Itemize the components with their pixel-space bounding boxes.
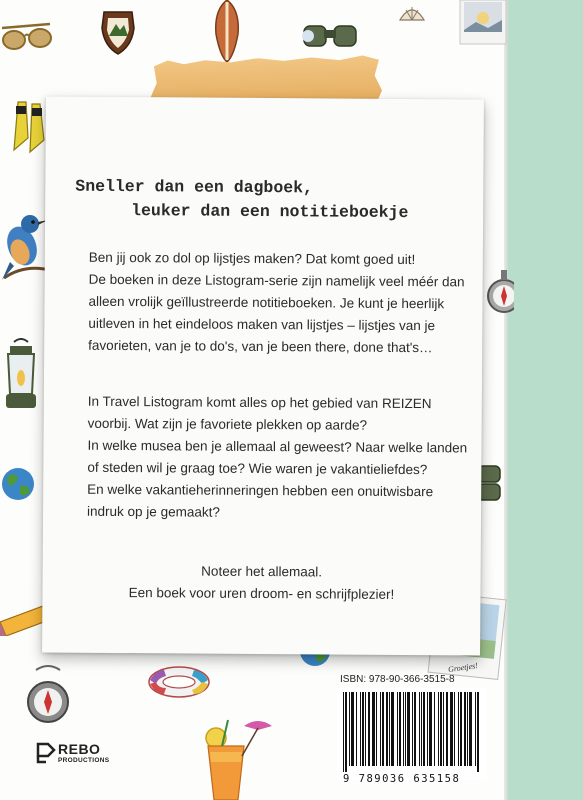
- surfboard-icon: [212, 0, 242, 62]
- book-spine: [508, 0, 583, 800]
- barcode-bar: [454, 692, 455, 766]
- barcode-bar: [399, 692, 401, 766]
- barcode-bar: [460, 692, 462, 766]
- polaroid-icon: [458, 0, 508, 46]
- barcode-bar: [412, 692, 413, 766]
- text-line: indruk op je gemaakt?: [86, 503, 220, 520]
- binoculars-icon: [300, 20, 362, 52]
- barcode-bar: [391, 692, 394, 766]
- text-line: voorbij. Wat zijn je favoriete plekken op aarde?: [87, 415, 368, 433]
- globe-icon: [0, 466, 36, 502]
- publisher-sub: PRODUCTIONS: [58, 757, 110, 764]
- text-line: In welke musea ben je allemaal al geweest? Naar welke landen: [87, 437, 468, 456]
- sunglasses-icon: [0, 18, 56, 58]
- barcode-digits: 9 789036 635158: [343, 773, 461, 785]
- paragraph-intro: [88, 247, 465, 360]
- barcode-bar: [386, 692, 388, 766]
- barcode-bar: [397, 692, 398, 766]
- text-line: De boeken in deze Listogram-serie zijn namelijk veel méér dan: [88, 271, 465, 290]
- barcode-bar: [434, 692, 435, 766]
- rebo-logo-icon: [36, 742, 56, 764]
- polaroid-caption: Groetjes!: [447, 660, 479, 675]
- barcode-bar: [351, 692, 354, 766]
- text-line: Ben jij ook zo dol op lijstjes maken? Dat komt goed uit!: [88, 249, 416, 268]
- ranger-badge-icon: [98, 8, 138, 56]
- text-line: of steden wil je graag toe? Wie waren je vakantieliefdes?: [87, 459, 428, 478]
- barcode-bar: [372, 692, 375, 766]
- barcode-bar: [380, 692, 381, 766]
- barcode: [337, 688, 487, 780]
- barcode-bar: [423, 692, 425, 766]
- barcode-bar: [429, 692, 432, 766]
- isbn-label: ISBN: 978-90-366-3515-8: [340, 674, 455, 685]
- barcode-bar: [389, 692, 390, 766]
- note-card: [42, 96, 484, 655]
- cocktail-icon: [198, 716, 278, 800]
- barcode-bar: [345, 692, 347, 772]
- life-ring-icon: [146, 664, 212, 700]
- barcode-bar: [365, 692, 366, 766]
- barcode-bar: [464, 692, 466, 766]
- barcode-bar: [414, 692, 416, 766]
- barcode-bar: [362, 692, 364, 766]
- publisher-name: REBO: [58, 741, 101, 757]
- barcode-bar: [376, 692, 377, 766]
- text-line: En welke vakantieherinneringen hebben een onuitwisbare: [87, 481, 434, 500]
- text-line: uitleven in het eindeloos maken van lijstjes – lijstjes van je: [88, 315, 436, 334]
- barcode-bar: [343, 692, 344, 772]
- paragraph-closing: [42, 559, 480, 606]
- seashell-icon: [398, 4, 426, 24]
- barcode-bar: [421, 692, 422, 766]
- barcode-bar: [440, 692, 442, 766]
- barcode-bar: [356, 692, 357, 766]
- barcode-bar: [349, 692, 350, 766]
- barcode-bar: [438, 692, 439, 766]
- barcode-bar: [405, 692, 406, 766]
- barcode-bar: [467, 692, 468, 766]
- barcode-bar: [446, 692, 448, 766]
- barcode-bar: [360, 692, 361, 766]
- barcode-bar: [368, 692, 370, 766]
- compass-icon: [484, 264, 514, 320]
- text-line: favorieten, van je to do's, van je been there, done that's…: [88, 337, 433, 356]
- barcode-bar: [427, 692, 428, 766]
- barcode-bar: [450, 692, 453, 766]
- barcode-bar: [407, 692, 410, 766]
- paragraph-travel: [87, 391, 468, 526]
- text-line: alleen vrolijk geïllustreerde notitieboeken. Je kunt je heerlijk: [88, 293, 445, 312]
- barcode-bar: [443, 692, 444, 766]
- lantern-icon: [0, 338, 42, 414]
- headline-line-2: leuker dan een notitieboekje: [131, 201, 409, 223]
- barcode-bar: [458, 692, 459, 766]
- barcode-bar: [475, 692, 476, 766]
- text-line: Noteer het allemaal.: [201, 563, 323, 580]
- text-line: In Travel Listogram komt alles op het gebied van REIZEN: [87, 393, 432, 412]
- barcode-bar: [382, 692, 384, 766]
- barcode-bar: [403, 692, 404, 766]
- barcode-bar: [477, 692, 479, 772]
- barcode-bar: [469, 692, 472, 766]
- barcode-bar: [419, 692, 420, 766]
- headline-line-1: Sneller dan een dagboek,: [75, 176, 314, 198]
- compass-icon: [26, 664, 70, 728]
- text-line: Een boek voor uren droom- en schrijfplezier!: [128, 585, 395, 602]
- flippers-icon: [12, 98, 46, 154]
